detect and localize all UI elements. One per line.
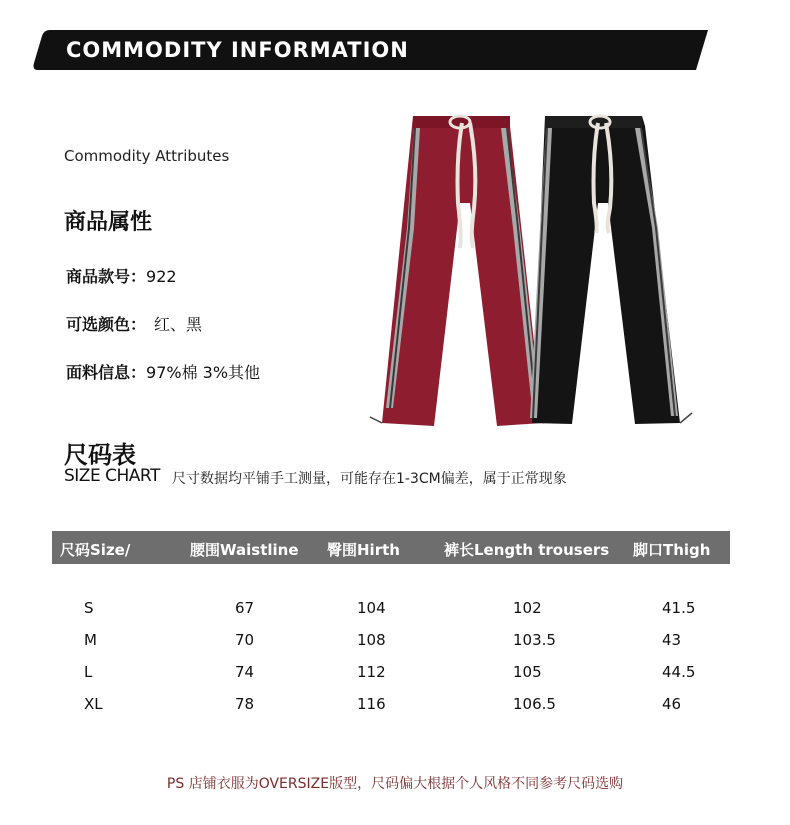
header-hip: 臀围Hirth [327, 541, 400, 559]
table-cell: 43 [662, 631, 682, 649]
attribute-key: 商品款号： [66, 267, 147, 286]
attribute-value: 922 [146, 267, 177, 286]
table-cell: 70 [235, 631, 255, 649]
attribute-colors [66, 312, 202, 335]
header-thigh: 脚口Thigh [633, 541, 711, 559]
size-chart-heading-en: SIZE CHART [64, 466, 160, 486]
black-pants [530, 116, 692, 424]
attribute-fabric [66, 360, 260, 383]
table-cell: M [84, 631, 97, 649]
table-cell: 108 [357, 631, 386, 649]
table-cell: 112 [357, 663, 386, 681]
table-cell: S [84, 599, 94, 617]
attributes-heading-en: Commodity Attributes [64, 147, 230, 165]
size-chart-heading-cn: 尺码表 [64, 441, 136, 469]
table-cell: 67 [235, 599, 255, 617]
size-chart-note: 尺寸数据均平铺手工测量，可能存在1-3CM偏差，属于正常现象 [172, 471, 567, 487]
attribute-key: 面料信息： [66, 363, 147, 382]
table-cell: 78 [235, 695, 255, 713]
table-cell: 104 [357, 599, 386, 617]
header-waistline: 腰围Waistline [190, 541, 299, 559]
table-cell: 102 [513, 599, 542, 617]
table-cell: 44.5 [662, 663, 696, 681]
size-table-header [52, 531, 730, 564]
attribute-style-number [66, 264, 177, 287]
table-cell: L [84, 663, 93, 681]
table-cell: XL [84, 695, 103, 713]
table-cell: 103.5 [513, 631, 556, 649]
attribute-value: 红、黑 [154, 315, 203, 334]
product-image [360, 108, 700, 433]
banner-title: COMMODITY INFORMATION [66, 38, 409, 62]
table-cell: 46 [662, 695, 682, 713]
attribute-value: 97%棉 3%其他 [146, 363, 261, 382]
footer-note: PS 店铺衣服为OVERSIZE版型，尺码偏大根据个人风格不同参考尺码选购 [166, 776, 624, 792]
red-pants [370, 116, 554, 426]
table-cell: 105 [513, 663, 542, 681]
table-cell: 74 [235, 663, 255, 681]
header-size: 尺码Size/ [60, 541, 131, 559]
attributes-heading-cn: 商品属性 [64, 210, 153, 235]
attribute-key: 可选颜色： [66, 315, 147, 334]
table-cell: 106.5 [513, 695, 556, 713]
table-cell: 41.5 [662, 599, 696, 617]
section-banner [32, 30, 708, 70]
table-cell: 116 [357, 695, 386, 713]
header-length: 裤长Length trousers [444, 541, 610, 559]
